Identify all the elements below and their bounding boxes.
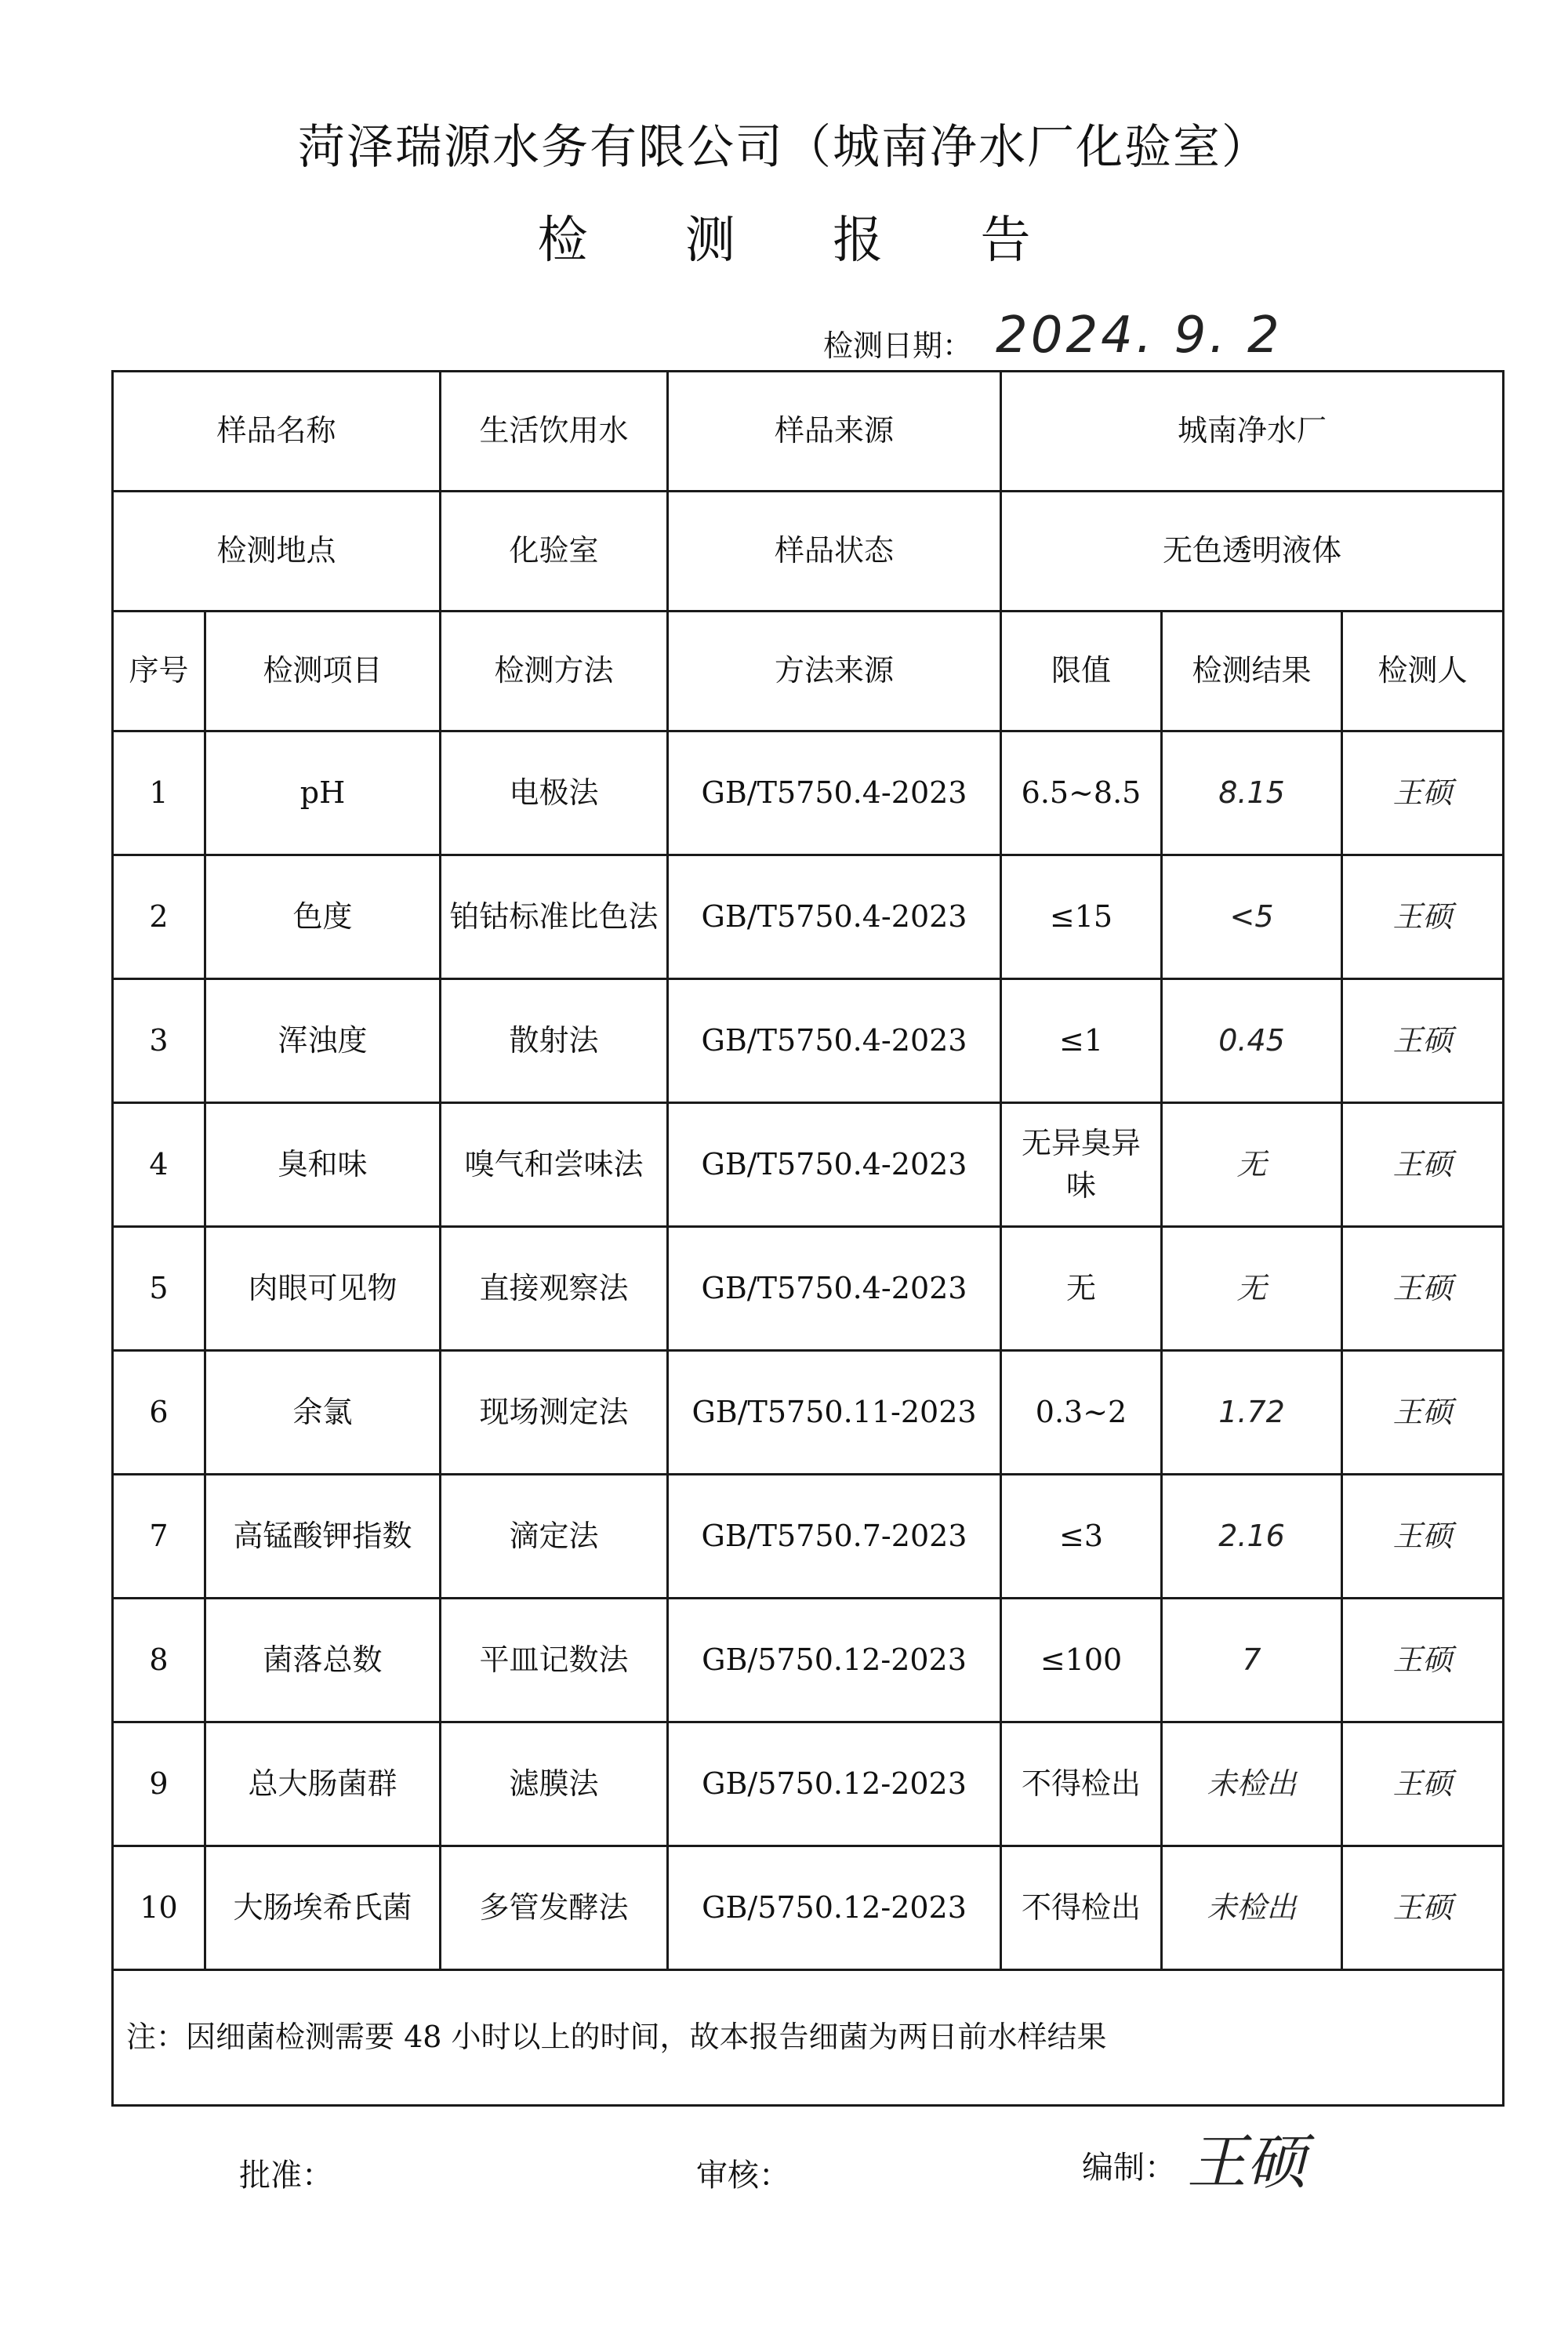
table-row	[113, 1227, 1504, 1351]
row-item: 大肠埃希氏菌	[205, 1846, 441, 1970]
note-text: 注：因细菌检测需要 48 小时以上的时间，故本报告细菌为两日前水样结果	[113, 1970, 1504, 2106]
row-tester-signature: 王硕	[1342, 1599, 1504, 1722]
col-header-result: 检测结果	[1162, 612, 1342, 731]
row-method: 嗅气和尝味法	[441, 1103, 668, 1227]
row-limit: ≤1	[1001, 979, 1162, 1103]
row-item: 余氯	[205, 1351, 441, 1475]
table-row	[113, 1103, 1504, 1227]
table-row	[113, 855, 1504, 979]
date-value: 2024. 9. 2	[996, 307, 1283, 365]
row-no: 10	[113, 1846, 205, 1970]
row-source: GB/T5750.4-2023	[668, 1103, 1001, 1227]
row-source: GB/T5750.4-2023	[668, 855, 1001, 979]
row-tester-signature: 王硕	[1342, 979, 1504, 1103]
row-item: 肉眼可见物	[205, 1227, 441, 1351]
row-method: 多管发酵法	[441, 1846, 668, 1970]
sample-name-label: 样品名称	[113, 372, 441, 492]
row-no: 7	[113, 1475, 205, 1599]
sample-state: 无色透明液体	[1001, 492, 1504, 612]
row-result: 无	[1162, 1103, 1342, 1227]
row-source: GB/5750.12-2023	[668, 1722, 1001, 1846]
row-result: 1.72	[1162, 1351, 1342, 1475]
sample-source-label: 样品来源	[668, 372, 1001, 492]
table-row	[113, 731, 1504, 855]
approve-label: 批准：	[239, 2158, 333, 2194]
row-source: GB/T5750.11-2023	[668, 1351, 1001, 1475]
row-source: GB/T5750.4-2023	[668, 1227, 1001, 1351]
col-header-item: 检测项目	[205, 612, 441, 731]
row-limit: ≤15	[1001, 855, 1162, 979]
row-item: 菌落总数	[205, 1599, 441, 1722]
row-result: 未检出	[1162, 1722, 1342, 1846]
row-source: GB/T5750.4-2023	[668, 979, 1001, 1103]
company-name: 菏泽瑞源水务有限公司（城南净水厂化验室）	[298, 120, 1270, 175]
date-label: 检测日期：	[823, 328, 973, 363]
row-item: pH	[205, 731, 441, 855]
row-method: 滤膜法	[441, 1722, 668, 1846]
row-tester-signature: 王硕	[1342, 731, 1504, 855]
review-label: 审核：	[696, 2158, 790, 2194]
row-tester-signature: 王硕	[1342, 1351, 1504, 1475]
row-no: 4	[113, 1103, 205, 1227]
row-item: 总大肠菌群	[205, 1722, 441, 1846]
sample-source: 城南净水厂	[1001, 372, 1504, 492]
row-no: 6	[113, 1351, 205, 1475]
row-result: 无	[1162, 1227, 1342, 1351]
row-method: 直接观察法	[441, 1227, 668, 1351]
info-row-2	[113, 492, 1504, 612]
row-no: 9	[113, 1722, 205, 1846]
row-method: 现场测定法	[441, 1351, 668, 1475]
row-limit: 无	[1001, 1227, 1162, 1351]
row-result: 8.15	[1162, 731, 1342, 855]
column-header-row	[113, 612, 1504, 731]
row-limit: 6.5~8.5	[1001, 731, 1162, 855]
prepare-field	[1082, 2110, 1306, 2195]
report-table	[111, 370, 1504, 2107]
row-source: GB/5750.12-2023	[668, 1599, 1001, 1722]
row-limit: 无异臭异味	[1001, 1103, 1162, 1227]
row-item: 色度	[205, 855, 441, 979]
table-row	[113, 1599, 1504, 1722]
signature-footer	[0, 2117, 1568, 2195]
row-result: 0.45	[1162, 979, 1342, 1103]
prepare-signature: 王硕	[1187, 2127, 1306, 2197]
info-row-1	[113, 372, 1504, 492]
row-tester-signature: 王硕	[1342, 1722, 1504, 1846]
row-item: 臭和味	[205, 1103, 441, 1227]
row-limit: 不得检出	[1001, 1846, 1162, 1970]
table-row	[113, 979, 1504, 1103]
row-method: 平皿记数法	[441, 1599, 668, 1722]
table-row	[113, 1722, 1504, 1846]
row-no: 1	[113, 731, 205, 855]
col-header-source: 方法来源	[668, 612, 1001, 731]
col-header-tester: 检测人	[1342, 612, 1504, 731]
note-row	[113, 1970, 1504, 2106]
row-result: 2.16	[1162, 1475, 1342, 1599]
row-method: 电极法	[441, 731, 668, 855]
row-limit: ≤3	[1001, 1475, 1162, 1599]
table-row	[113, 1475, 1504, 1599]
row-result: <5	[1162, 855, 1342, 979]
col-header-no: 序号	[113, 612, 205, 731]
row-no: 3	[113, 979, 205, 1103]
row-tester-signature: 王硕	[1342, 855, 1504, 979]
row-item: 高锰酸钾指数	[205, 1475, 441, 1599]
prepare-label: 编制：	[1082, 2150, 1176, 2186]
table-row	[113, 1846, 1504, 1970]
row-source: GB/5750.12-2023	[668, 1846, 1001, 1970]
row-item: 浑浊度	[205, 979, 441, 1103]
location-label: 检测地点	[113, 492, 441, 612]
row-tester-signature: 王硕	[1342, 1846, 1504, 1970]
row-tester-signature: 王硕	[1342, 1227, 1504, 1351]
row-method: 散射法	[441, 979, 668, 1103]
table-row	[113, 1351, 1504, 1475]
sample-state-label: 样品状态	[668, 492, 1001, 612]
row-method: 滴定法	[441, 1475, 668, 1599]
row-tester-signature: 王硕	[1342, 1103, 1504, 1227]
col-header-method: 检测方法	[441, 612, 668, 731]
row-result: 未检出	[1162, 1846, 1342, 1970]
row-source: GB/T5750.4-2023	[668, 731, 1001, 855]
row-source: GB/T5750.7-2023	[668, 1475, 1001, 1599]
location: 化验室	[441, 492, 668, 612]
row-method: 铂钴标准比色法	[441, 855, 668, 979]
row-limit: ≤100	[1001, 1599, 1162, 1722]
row-limit: 0.3~2	[1001, 1351, 1162, 1475]
row-no: 8	[113, 1599, 205, 1722]
row-no: 2	[113, 855, 205, 979]
row-no: 5	[113, 1227, 205, 1351]
row-result: 7	[1162, 1599, 1342, 1722]
row-tester-signature: 王硕	[1342, 1475, 1504, 1599]
sample-name: 生活饮用水	[441, 372, 668, 492]
report-title: 检 测 报 告	[537, 212, 1072, 270]
row-limit: 不得检出	[1001, 1722, 1162, 1846]
test-date	[823, 307, 1283, 365]
col-header-limit: 限值	[1001, 612, 1162, 731]
